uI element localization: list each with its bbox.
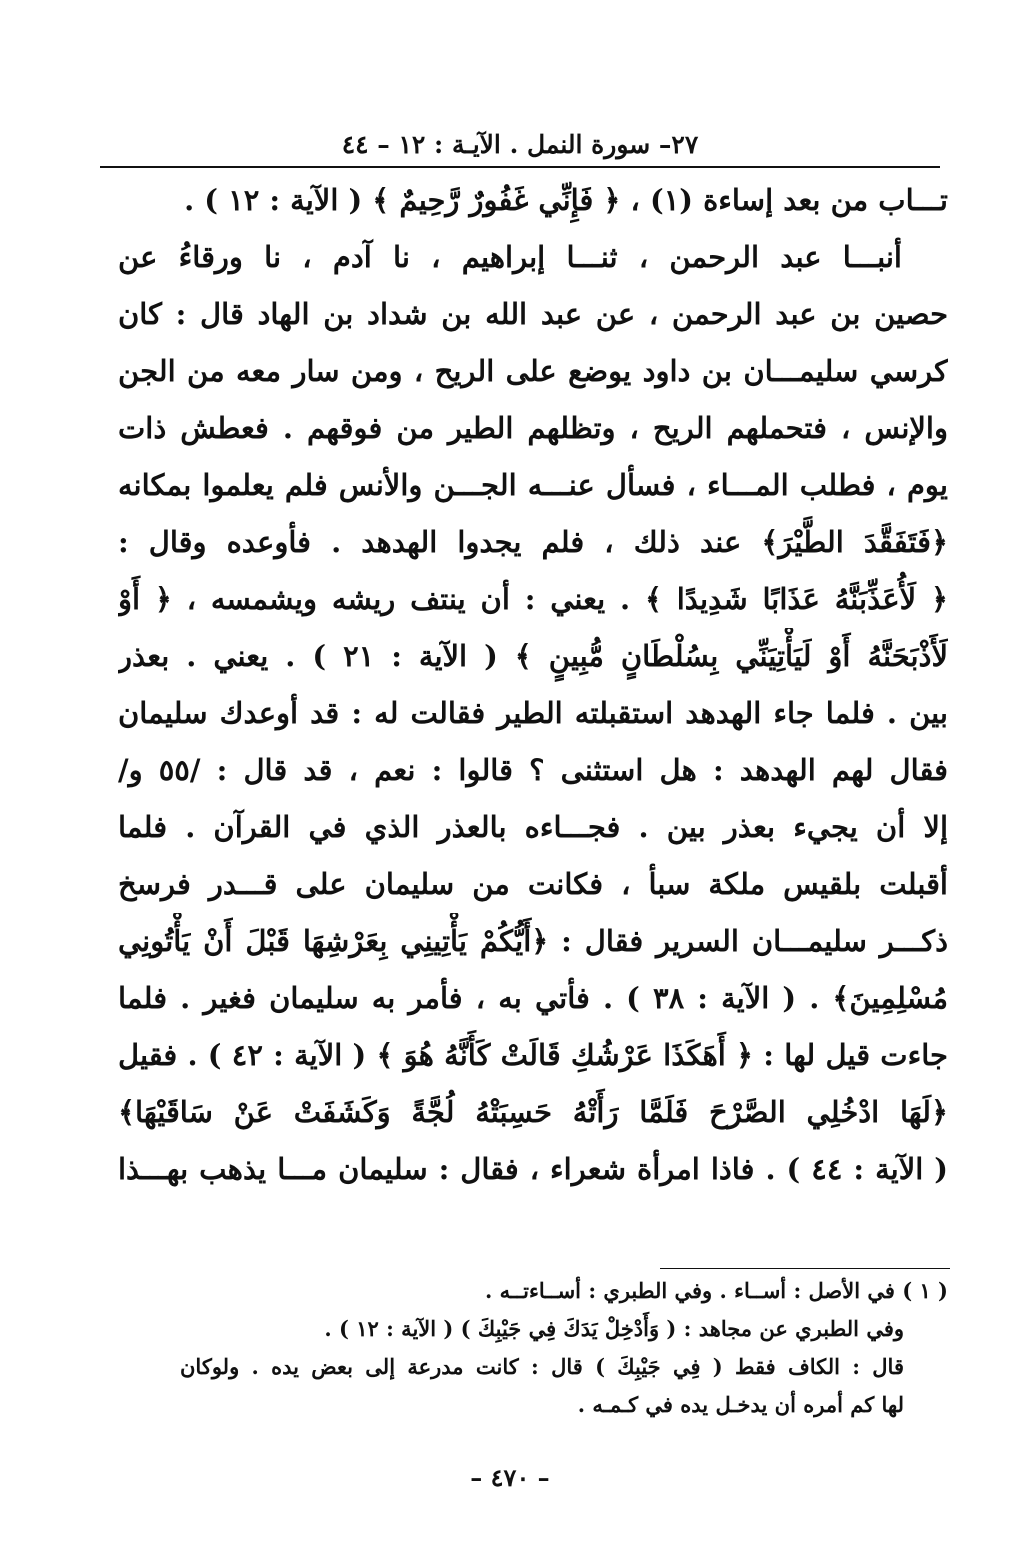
text-line: بين . فلما جاء الهدهد استقبلته الطير فقالت له : قد أوعدك سليمان (118, 696, 948, 730)
text-line: ﴿فَتَفَقَّدَ الطَّيْرَ﴾ عند ذلك ، فلم يجدوا الهدهد . فأوعده وقال : (118, 525, 948, 559)
text-line: ﴿لَهَا ادْخُلِي الصَّرْحَ فَلَمَّا رَأَتْهُ حَسِبَتْهُ لُجَّةً وَكَشَفَتْ عَنْ سَاقَيْهَا﴾ (118, 1095, 948, 1129)
text-line: والإنس ، فتحملهم الريح ، وتظلهم الطير من فوقهم . فعطش ذات (118, 411, 948, 445)
running-head: ٢٧– سورة النمل . الآيـة : ١٢ – ٤٤ (341, 130, 699, 159)
main-text (118, 172, 948, 1198)
text-line: إلا أن يجيء بعذر بين . فجـــاءه بالعذر الذي في القرآن . فلما (118, 810, 948, 844)
text-line: تـــاب من بعد إساءة (١) ، ﴿ فَإِنِّي غَفُورٌ رَّحِيمٌ ﴾ ( الآية : ١٢ ) . (184, 183, 948, 217)
footnote-rule (660, 1268, 950, 1269)
text-line: حصين بن عبد الرحمن ، عن عبد الله بن شداد بن الهاد قال : كان (118, 297, 948, 331)
text-line: ﴿ لَأُعَذِّبَنَّهُ عَذَابًا شَدِيدًا ﴾ . يعني : أن ينتف ريشه ويشمسه ، ﴿ أَوْ (118, 582, 948, 616)
page-number: – ٤٧٠ – (470, 1463, 550, 1492)
text-line: مُسْلِمِينَ﴾ . ( الآية : ٣٨ ) . فأتي به ، فأمر به سليمان فغير . فلما (118, 981, 948, 1015)
footnote-line: لها كم أمره أن يدخـل يده في كـمـه . (577, 1392, 904, 1417)
header-rule (100, 166, 940, 168)
footnote-line: وفي الطبري عن مجاهد : ( وَأَدْخِلْ يَدَكَ فِي جَيْبِكَ ) ( الآية : ١٢ ) . (324, 1316, 904, 1341)
text-line: ( الآية : ٤٤ ) . فاذا امرأة شعراء ، فقال : سليمان مـــا يذهب بهـــذا (118, 1152, 948, 1186)
text-line: يوم ، فطلب المـــاء ، فسأل عنـــه الجـــن والأنس فلم يعلموا بمكانه (118, 468, 948, 502)
text-line: جاءت قيل لها : ﴿ أَهَكَذَا عَرْشُكِ قَالَتْ كَأَنَّهُ هُوَ ﴾ ( الآية : ٤٢ ) . فقيل (118, 1038, 948, 1072)
footnote-line: قال : الكاف فقط ( فِي جَيْبِكَ ) قال : كانت مدرعة إلى بعض يده . ولوكان (180, 1354, 904, 1379)
footnotes (180, 1272, 948, 1424)
text-line: أنبـــا عبد الرحمن ، ثنـــا إبراهيم ، نا آدم ، نا ورقاءُ عن (118, 240, 902, 274)
text-line: كرسي سليمـــان بن داود يوضع على الريح ، ومن سار معه من الجن (118, 354, 948, 388)
text-line: ذكـــر سليمـــان السرير فقال : ﴿أَيُّكُمْ يَأْتِينِي بِعَرْشِهَا قَبْلَ أَنْ يَأْتُونِي (118, 924, 948, 958)
text-line: فقال لهم الهدهد : هل استثنى ؟ قالوا : نعم ، قد قال : /٥٥ و/ (118, 753, 948, 787)
footnote-line: ( ١ ) في الأصل : أســاء . وفي الطبري : أســاءتــه . (484, 1278, 948, 1303)
text-line: أقبلت بلقيس ملكة سبأ ، فكانت من سليمان على قـــدر فرسخ (118, 867, 948, 901)
text-line: لَأَذْبَحَنَّهُ أَوْ لَيَأْتِيَنِّي بِسُلْطَانٍ مُّبِينٍ ﴾ ( الآية : ٢١ ) . يعني . بعذر (118, 639, 948, 673)
